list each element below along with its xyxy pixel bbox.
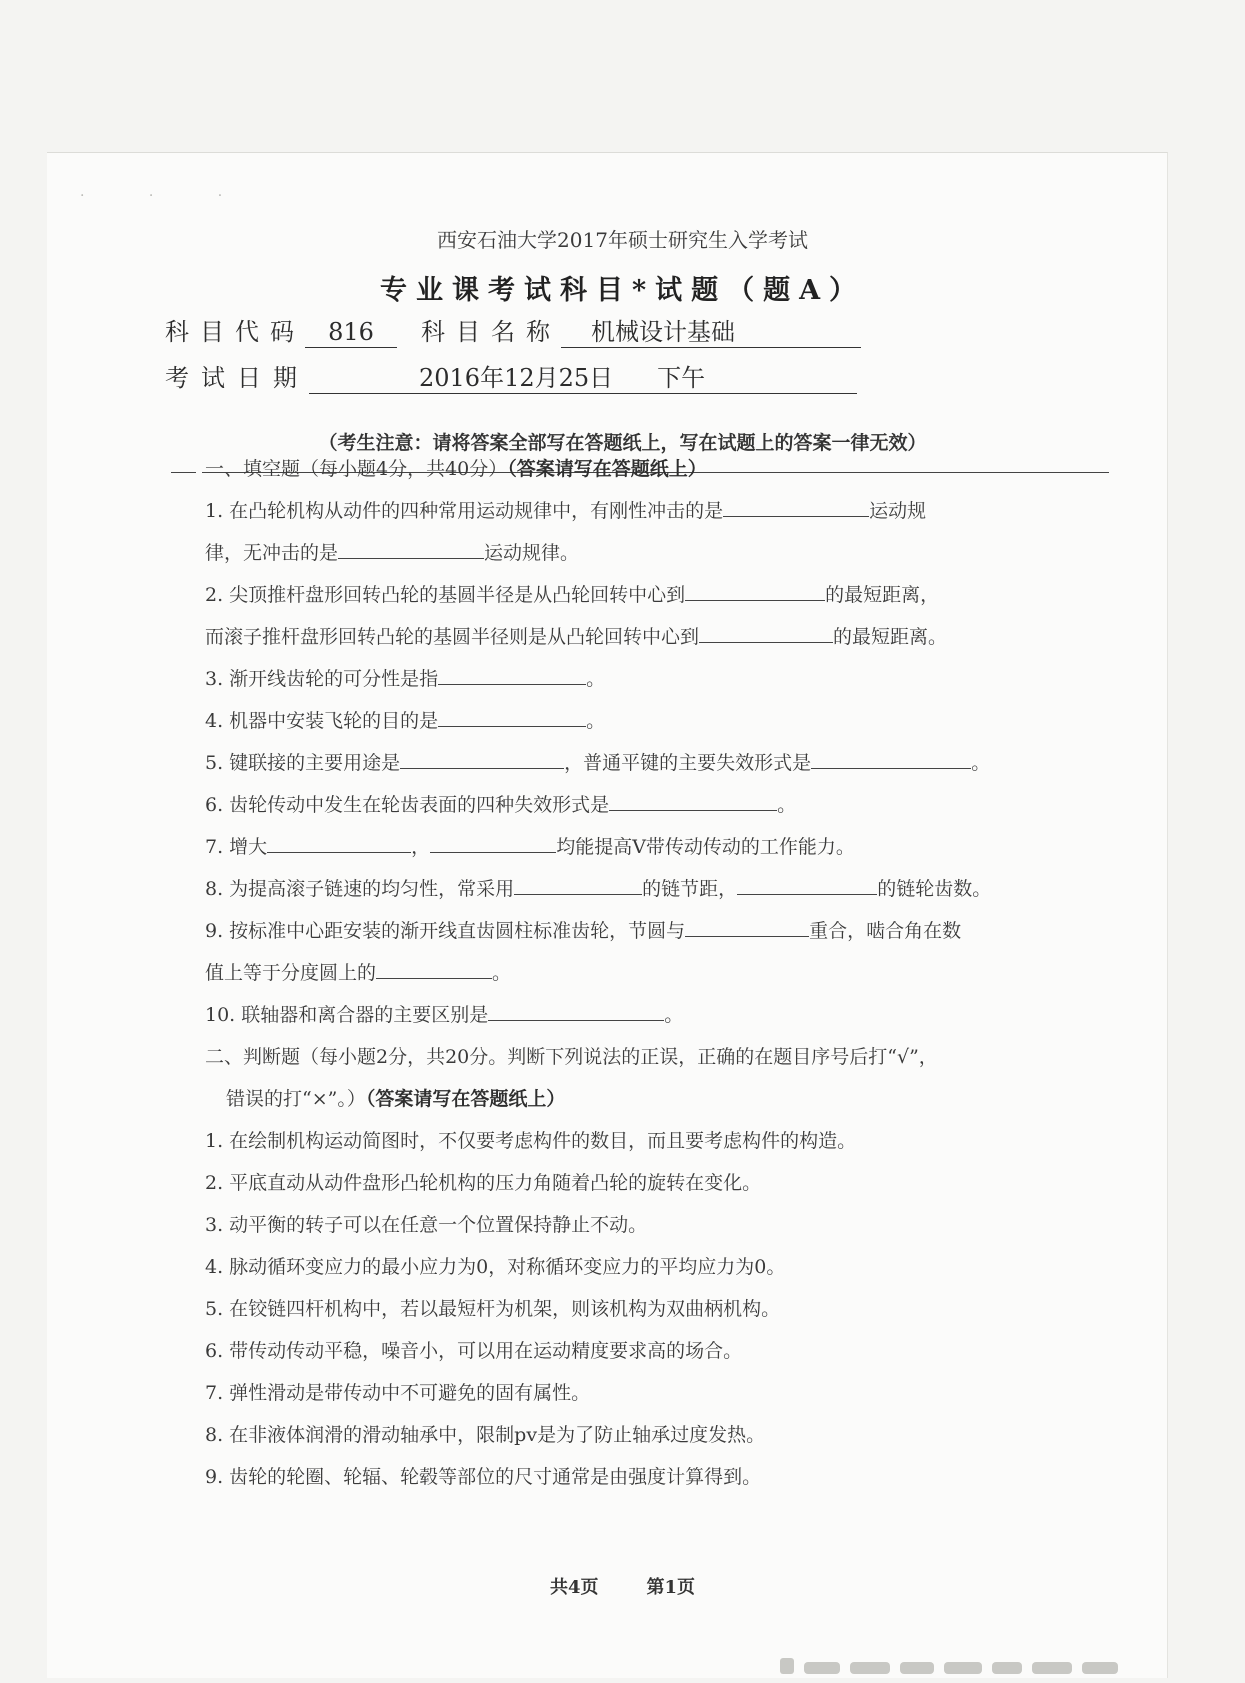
answer-blank <box>811 750 971 769</box>
exam-notice: （考生注意：请将答案全部写在答题纸上，写在试题上的答案一律无效） <box>318 432 927 454</box>
fill-question-2: 2. 尖顶推杆盘形回转凸轮的基圆半径是从凸轮回转中心到 的最短距离， <box>205 584 940 606</box>
answer-blank <box>400 750 564 769</box>
fill-question-1-cont: 律，无冲击的是 运动规律。 <box>205 542 580 564</box>
fill-question-10: 10. 联轴器和离合器的主要区别是 。 <box>205 1004 684 1026</box>
judge-question-8: 8. 在非液体润滑的滑动轴承中，限制pv是为了防止轴承过度发热。 <box>205 1424 766 1446</box>
judge-question-5: 5. 在铰链四杆机构中，若以最短杆为机架，则该机构为双曲柄机构。 <box>205 1298 781 1320</box>
exam-date-value: 2016年12月25日 <box>419 364 614 392</box>
section1-heading <box>205 454 707 481</box>
fill-question-6: 6. 齿轮传动中发生在轮齿表面的四种失效形式是 。 <box>205 794 797 816</box>
fill-question-9-cont: 值上等于分度圆上的 。 <box>205 962 512 984</box>
section2-heading: 二、判断题（每小题2分，共20分。判断下列说法的正误，正确的在题目序号后打“√”， <box>205 1046 938 1068</box>
answer-blank <box>376 960 492 979</box>
date-row <box>165 358 857 394</box>
fill-question-2-cont: 而滚子推杆盘形回转凸轮的基圆半径则是从凸轮回转中心到 的最短距离。 <box>205 626 948 648</box>
answer-blank <box>685 582 825 601</box>
answer-blank <box>737 876 877 895</box>
subject-code-label: 科目代码 <box>165 318 305 346</box>
page-footer <box>0 1573 1245 1599</box>
answer-blank <box>488 1002 664 1021</box>
answer-blank <box>438 666 586 685</box>
scan-specks: · · · <box>80 188 253 204</box>
total-pages: 共4页 <box>549 1577 599 1598</box>
exam-session-value: 下午 <box>657 364 706 392</box>
section2-heading-cont: 错误的打“×”。）（答案请写在答题纸上） <box>226 1088 566 1110</box>
answer-blank <box>438 708 586 727</box>
answer-blank <box>699 624 833 643</box>
answer-blank <box>267 834 411 853</box>
exam-title: 专业课考试科目*试题（题A） <box>379 275 866 306</box>
judge-question-6: 6. 带传动传动平稳，噪音小，可以用在运动精度要求高的场合。 <box>205 1340 743 1362</box>
current-page: 第1页 <box>646 1577 696 1598</box>
answer-blank <box>338 540 484 559</box>
fill-question-3: 3. 渐开线齿轮的可分性是指 。 <box>205 668 606 690</box>
judge-question-7: 7. 弹性滑动是带传动中不可避免的固有属性。 <box>205 1382 591 1404</box>
subject-code-value: 816 <box>305 319 397 348</box>
fill-question-7: 7. 增大 ， 均能提高V带传动传动的工作能力。 <box>205 836 855 858</box>
exam-date-label: 考试日期 <box>165 364 309 392</box>
judge-question-4: 4. 脉动循环变应力的最小应力为0，对称循环变应力的平均应力为0。 <box>205 1256 786 1278</box>
watermark-logo <box>780 1650 1140 1680</box>
answer-blank <box>685 918 809 937</box>
university-line: 西安石油大学2017年硕士研究生入学考试 <box>437 228 808 252</box>
judge-question-3: 3. 动平衡的转子可以在任意一个位置保持静止不动。 <box>205 1214 648 1236</box>
answer-blank <box>430 834 556 853</box>
answer-blank <box>609 792 777 811</box>
section1-heading-note: （答案请写在答题纸上） <box>507 458 707 480</box>
answer-blank <box>723 498 869 517</box>
fill-question-5: 5. 键联接的主要用途是 ，普通平键的主要失效形式是 。 <box>205 752 991 774</box>
judge-question-9: 9. 齿轮的轮圈、轮辐、轮毂等部位的尺寸通常是由强度计算得到。 <box>205 1466 762 1488</box>
subject-name-label: 科目名称 <box>421 318 561 346</box>
subject-row <box>165 312 861 348</box>
section1-heading-main: 一、填空题（每小题4分，共40分） <box>205 458 508 480</box>
judge-question-2: 2. 平底直动从动件盘形凸轮机构的压力角随着凸轮的旋转在变化。 <box>205 1172 762 1194</box>
fill-question-1: 1. 在凸轮机构从动件的四种常用运动规律中，有刚性冲击的是 运动规 <box>205 500 927 522</box>
answer-blank <box>514 876 642 895</box>
fill-question-4: 4. 机器中安装飞轮的目的是 。 <box>205 710 606 732</box>
judge-question-1: 1. 在绘制机构运动简图时，不仅要考虑构件的数目，而且要考虑构件的构造。 <box>205 1130 857 1152</box>
fill-question-9: 9. 按标准中心距安装的渐开线直齿圆柱标准齿轮，节圆与 重合，啮合角在数 <box>205 920 962 942</box>
exam-date-field <box>309 365 857 394</box>
subject-name-value: 机械设计基础 <box>561 319 861 348</box>
fill-question-8: 8. 为提高滚子链速的均匀性，常采用 的链节距， 的链轮齿数。 <box>205 878 992 900</box>
